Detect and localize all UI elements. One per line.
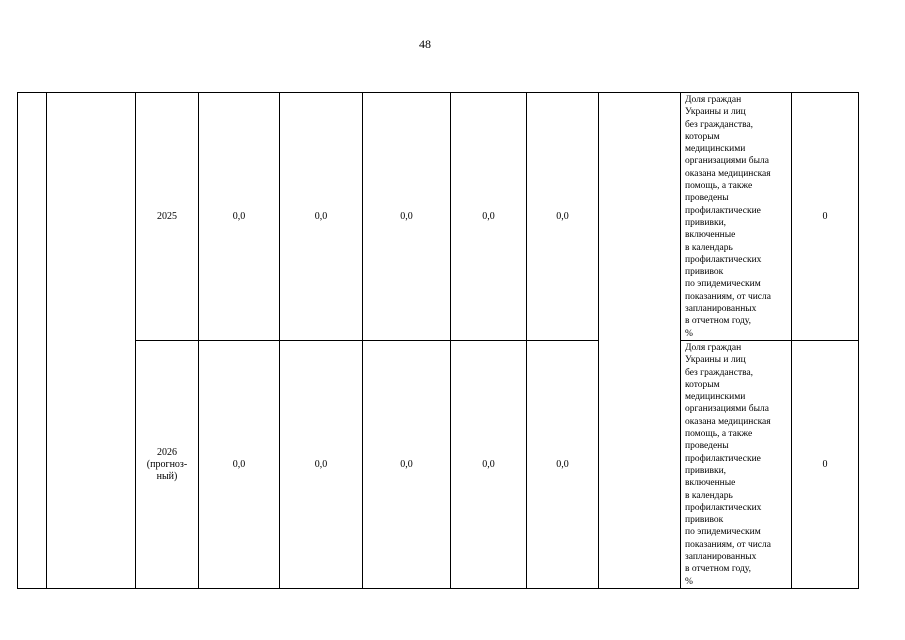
indicator-line: запланированных (685, 552, 757, 563)
year-line: (прогноз- (146, 458, 188, 470)
indicator-line: профилактические (685, 205, 761, 216)
indicator-line: Доля граждан (685, 343, 742, 353)
program-table (17, 92, 859, 589)
indicator-line: Украины и лиц (685, 355, 746, 366)
indicator-line: % (685, 576, 693, 587)
indicator-line: помощь, а также (685, 429, 753, 440)
indicator-line: проведены (685, 193, 729, 204)
target-value-cell: 0 (792, 93, 859, 341)
indicator-line: проведены (685, 441, 729, 452)
value-cell: 0,0 (527, 93, 599, 341)
year-line: ный) (156, 470, 178, 482)
indicator-line: по эпидемическим (685, 527, 761, 538)
indicator-line: которым (685, 379, 720, 390)
indicator-line: включенные (685, 478, 736, 489)
indicator-line: в календарь (685, 242, 733, 253)
indicator-line: организациями была (685, 404, 769, 415)
value-cell: 0,0 (199, 93, 280, 341)
year-line: 2026 (157, 446, 177, 458)
empty-cell-executor (599, 93, 681, 589)
indicator-line: показаниям, от числа (685, 291, 771, 302)
table-row (18, 93, 859, 341)
indicator-line: в отчетном году, (685, 316, 751, 327)
indicator-line: прививок (685, 267, 724, 278)
indicator-line: организациями была (685, 156, 769, 167)
indicator-line: включенные (685, 230, 736, 241)
indicator-line: профилактических (685, 254, 762, 265)
value-cell: 0,0 (280, 93, 363, 341)
indicator-cell (681, 93, 792, 341)
indicator-line: прививок (685, 515, 724, 526)
indicator-line: профилактические (685, 453, 761, 464)
indicator-line: прививки, (685, 465, 727, 476)
indicator-line: запланированных (685, 304, 757, 315)
value-cell: 0,0 (451, 341, 527, 589)
indicator-line: Украины и лиц (685, 107, 746, 118)
indicator-line: без гражданства, (685, 119, 754, 130)
indicator-line: по эпидемическим (685, 279, 761, 290)
empty-cell-number (18, 93, 47, 589)
indicator-line: прививки, (685, 217, 727, 228)
empty-cell-name (47, 93, 136, 589)
target-value-cell: 0 (792, 341, 859, 589)
page-number: 48 (419, 37, 431, 51)
indicator-line: помощь, а также (685, 181, 753, 192)
indicator-line: % (685, 328, 693, 339)
year-cell (136, 341, 199, 589)
value-cell: 0,0 (451, 93, 527, 341)
indicator-cell (681, 341, 792, 589)
indicator-line: Доля граждан (685, 95, 742, 105)
value-cell: 0,0 (363, 93, 451, 341)
value-cell: 0,0 (527, 341, 599, 589)
indicator-line: показаниям, от числа (685, 539, 771, 550)
indicator-line: без гражданства, (685, 367, 754, 378)
indicator-line: оказана медицинская (685, 416, 771, 427)
indicator-line: в отчетном году, (685, 564, 751, 575)
year-line: 2025 (157, 210, 177, 222)
indicator-line: оказана медицинская (685, 168, 771, 179)
value-cell: 0,0 (280, 341, 363, 589)
year-cell (136, 93, 199, 341)
value-cell: 0,0 (199, 341, 280, 589)
indicator-line: профилактических (685, 502, 762, 513)
indicator-line: в календарь (685, 490, 733, 501)
indicator-line: которым (685, 131, 720, 142)
value-cell: 0,0 (363, 341, 451, 589)
table-row (18, 341, 859, 589)
indicator-line: медицинскими (685, 144, 746, 155)
indicator-line: медицинскими (685, 392, 746, 403)
